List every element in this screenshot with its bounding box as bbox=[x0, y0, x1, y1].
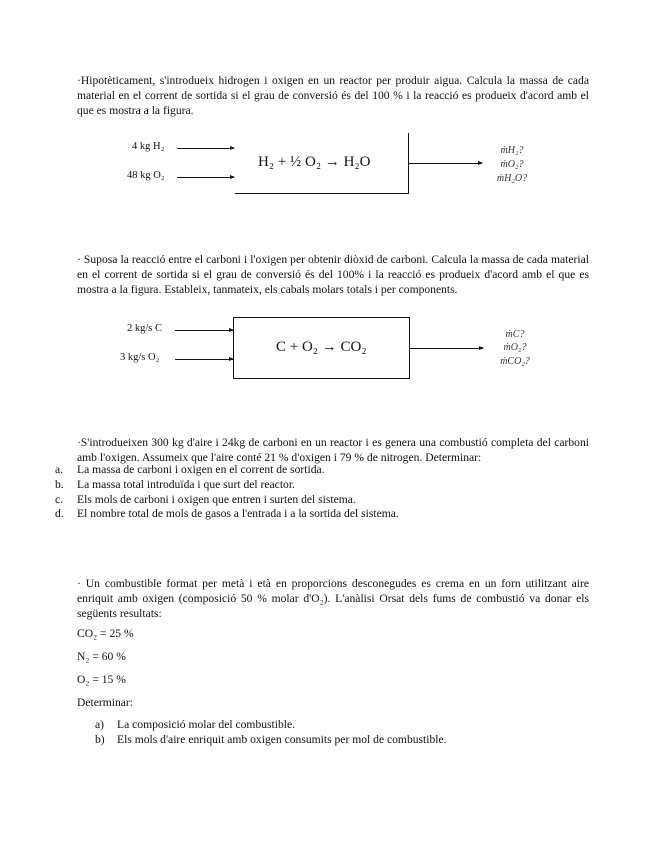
list-item bbox=[55, 463, 325, 476]
problem-2-text: · Suposa la reacció entre el carboni i l'oxigen per obtenir diòxid de carboni. Calcula la massa de cada material en el corrent de sortida si el grau de conversió és del 100% i la reacció es produeix d'acord amb el que es mostra a la figura. Estableix, tanmateix, els cabals molars totals i per components. bbox=[77, 253, 589, 296]
input-arrow bbox=[175, 330, 233, 331]
reaction-equation: C + O₂ → CO₂ bbox=[276, 339, 367, 355]
list-item bbox=[95, 718, 295, 731]
list-marker: a. bbox=[55, 463, 64, 476]
list-item bbox=[55, 493, 356, 506]
list-item bbox=[55, 507, 399, 520]
output-arrow bbox=[409, 163, 482, 164]
list-item-text: El nombre total de mols de gasos a l'entrada i a la sortida del sistema. bbox=[77, 507, 399, 520]
input-c-label: 2 kg/s C bbox=[127, 323, 163, 334]
list-marker: a) bbox=[95, 718, 105, 731]
input-o2-label: 48 kg O₂ bbox=[127, 170, 165, 181]
output-co2: ṁCO₂? bbox=[500, 356, 530, 367]
list-marker: d. bbox=[55, 507, 64, 520]
list-marker: b. bbox=[55, 478, 64, 491]
result-o2: O₂ = 15 % bbox=[77, 673, 126, 686]
output-c: ṁC? bbox=[505, 329, 525, 340]
determine-label: Determinar: bbox=[77, 696, 134, 709]
input-arrow bbox=[175, 359, 233, 360]
input-arrow bbox=[177, 148, 234, 149]
reaction-equation: H₂ + ½ O₂ → H₂O bbox=[258, 154, 371, 170]
input-arrow bbox=[177, 177, 234, 178]
list-item bbox=[95, 733, 447, 746]
list-item-text: La composició molar del combustible. bbox=[117, 718, 296, 731]
list-marker: c. bbox=[55, 493, 64, 506]
output-o2: ṁO₂? bbox=[500, 159, 524, 170]
list-item-text: Els mols de carboni i oxigen que entren i surten del sistema. bbox=[77, 493, 356, 506]
output-h2o: ṁH₂O? bbox=[496, 173, 528, 184]
problem-4-text: · Un combustible format per metà i età en proporcions desconegudes es crema en un forn utilitzant aire enriquit amb oxigen (composició 50 % molar d'O₂). L'anàlisi Orsat dels fums de combustió va donar els següents resultats: bbox=[77, 577, 589, 620]
reactor-box-bottom bbox=[235, 193, 409, 194]
input-o2-label: 3 kg/s O₂ bbox=[120, 352, 160, 363]
problem-1-text: ·Hipotèticament, s'introdueix hidrogen i oxigen en un reactor per produir aigua. Calcula la massa de cada material en el corrent de sortida si el grau de conversió és del 100 % i la reacció es produeix d'acord amb el que es mostra a la figura. bbox=[77, 74, 589, 117]
list-item-text: Els mols d'aire enriquit amb oxigen consumits per mol de combustible. bbox=[117, 733, 447, 746]
result-n2: N₂ = 60 % bbox=[77, 650, 126, 663]
output-h2: ṁH₂? bbox=[500, 145, 524, 156]
list-item-text: La massa de carboni i oxigen en el corrent de sortida. bbox=[77, 463, 325, 476]
input-h2-label: 4 kg H₂ bbox=[132, 141, 165, 152]
problem-3-text: ·S'introdueixen 300 kg d'aire i 24kg de carboni en un reactor i es genera una combustió completa del carboni amb l'oxigen. Assumeix que l'aire conté 21 % d'oxigen i 79 % de nitrogen. Determinar: bbox=[77, 436, 589, 464]
list-marker: b) bbox=[95, 733, 105, 746]
list-item-text: La massa total introduïda i que surt del reactor. bbox=[77, 478, 295, 491]
result-co2: CO₂ = 25 % bbox=[77, 627, 134, 640]
output-o2: ṁO₂? bbox=[503, 342, 527, 353]
list-item bbox=[55, 478, 295, 491]
output-arrow bbox=[410, 348, 483, 349]
